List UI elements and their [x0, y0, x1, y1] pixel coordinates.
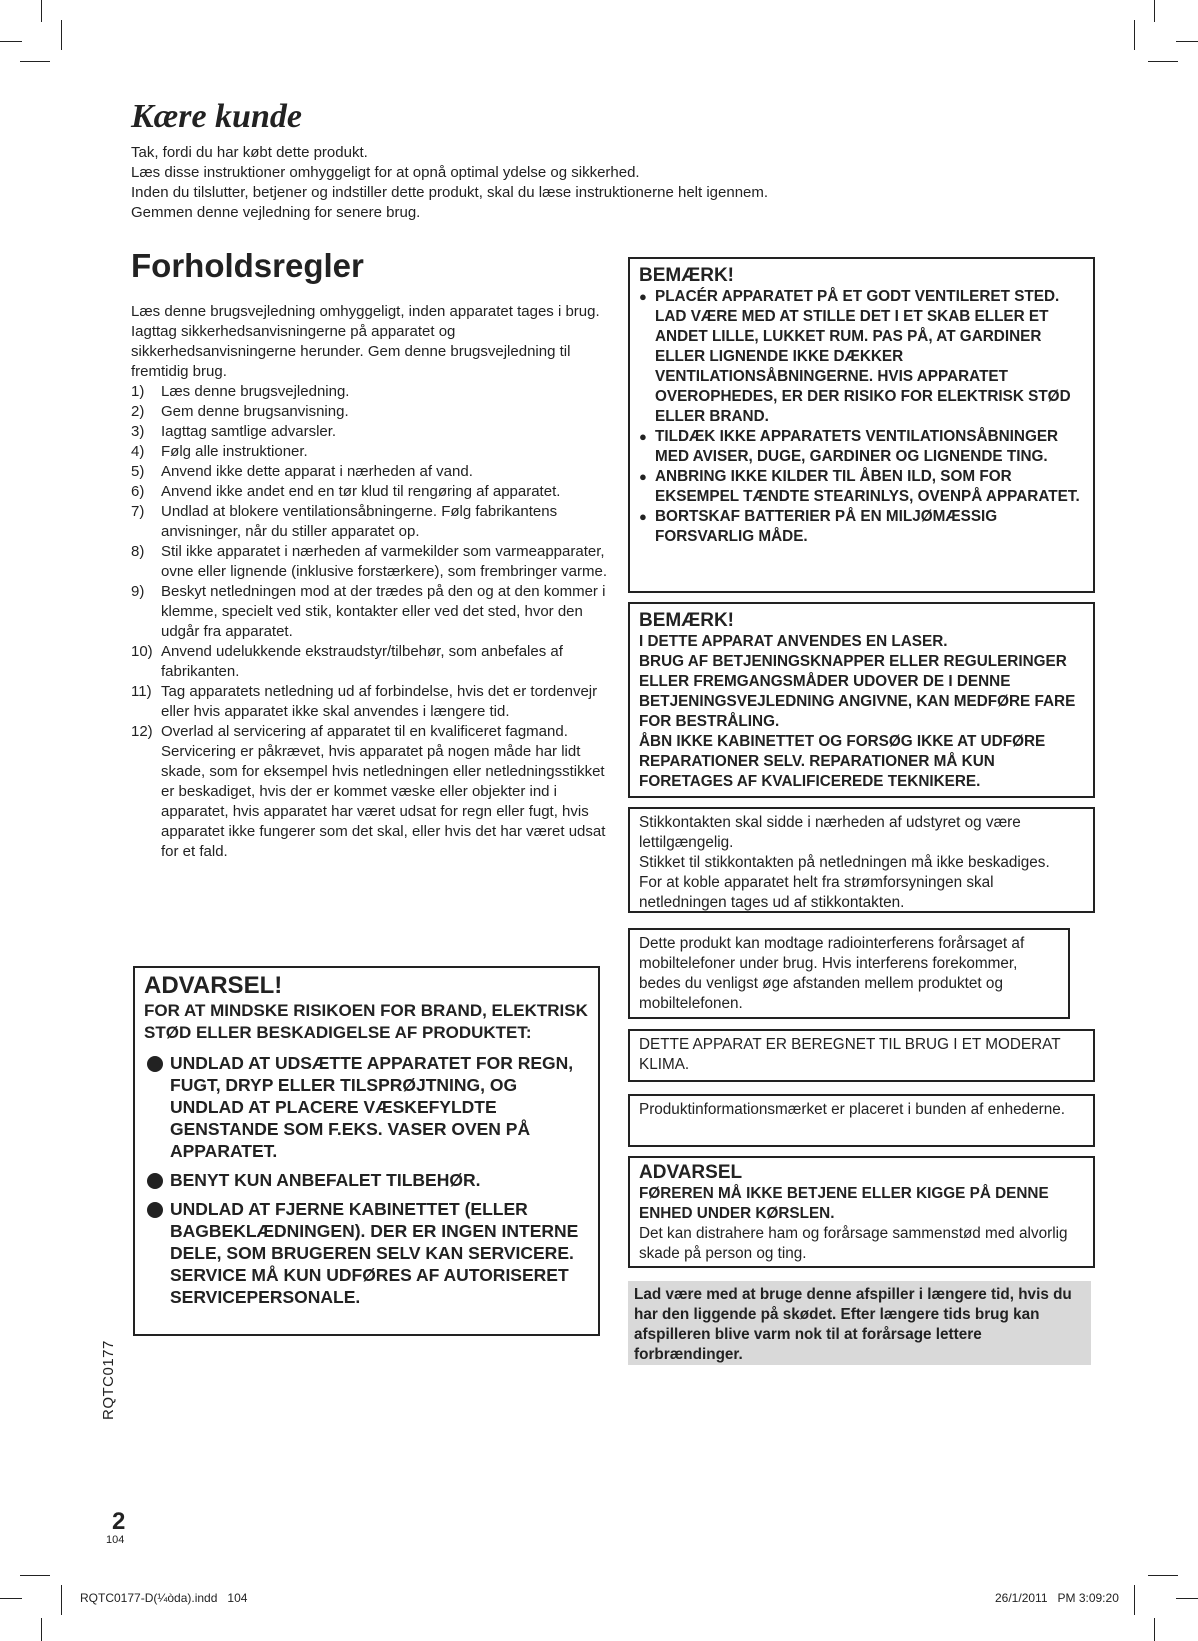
bullet-icon: ●: [639, 509, 647, 524]
bullet-icon: ●: [639, 289, 647, 304]
footer-filename: RQTC0177-D(¼òda).indd 104: [80, 1591, 248, 1605]
label-info-box: [628, 1094, 1095, 1147]
crop-mark-top-right-v2: [1134, 20, 1135, 50]
precautions-body: [131, 302, 609, 862]
precautions-intro: Læs denne brugsvejledning omhyggeligt, inden apparatet tages i brug. Iagttag sikkerhedsanvisningerne på apparatet og sikkerhedsanvisningerne herunder. Gem denne brugsvejledning til fremtidig brug.: [131, 303, 600, 380]
interference-text: Dette produkt kan modtage radiointerferens forårsaget af mobiltelefoner under brug. Hvis interferens forekommer, bedes du venligst øge afstanden mellem produktet og mobiltelefonen.: [639, 935, 1025, 1012]
socket-box: [628, 807, 1095, 913]
list-item-text: Anvend udelukkende ekstraudstyr/tilbehør, som anbefales af fabrikanten.: [161, 643, 563, 680]
crop-mark-bottom-right-h2: [1176, 1598, 1198, 1599]
list-item-text: Tag apparatets netledning ud af forbindelse, hvis det er tordenvejr eller hvis apparatet ikke skal anvendes i længere tid.: [161, 683, 598, 720]
crop-mark-top-left-v1: [41, 0, 42, 22]
list-item-number: 6): [131, 483, 145, 500]
list-item-text: Beskyt netledningen mod at der trædes på den og at den kommer i klemme, specielt ved stik, kontakter eller ved det sted, hvor den udgår fra apparatet.: [161, 583, 606, 640]
list-item-number: 8): [131, 543, 145, 560]
list-item: [131, 402, 609, 422]
page-number: 2: [112, 1508, 126, 1535]
list-item: [131, 442, 609, 462]
greeting-intro: [131, 143, 768, 223]
crop-mark-bottom-right-v2: [1154, 1618, 1155, 1641]
list-item: [144, 1198, 589, 1308]
list-item: [131, 542, 609, 582]
list-item-number: 2): [131, 403, 145, 420]
note-item-text: BORTSKAF BATTERIER PÅ EN MILJØMÆSSIG FORSVARLIG MÅDE.: [655, 508, 998, 545]
crop-mark-top-left-h1: [0, 41, 22, 42]
list-item: [131, 462, 609, 482]
crop-mark-top-right-h1: [1176, 41, 1198, 42]
list-item: [639, 467, 1084, 507]
driver-warning-bold: FØREREN MÅ IKKE BETJENE ELLER KIGGE PÅ DENNE ENHED UNDER KØRSLEN.: [639, 1185, 1049, 1222]
crop-mark-top-left-h2: [20, 61, 50, 62]
list-item: [131, 722, 609, 862]
list-item-text: Læs denne brugsvejledning.: [161, 383, 350, 400]
list-item-text: Overlad al servicering af apparatet til en kvalificeret fagmand. Servicering er påkrævet, hvis apparatet på nogen måde har lidt skade, som for eksempel hvis netledningen eller netledningsstikket er beskadiget, hvis der er kommet væske eller objekter ind i apparatet, hvis apparatet har været udsat for regn eller fugt, hvis apparatet ikke fungerer som det skal, eller hvis det har været udsat for et fald.: [161, 723, 606, 860]
note-box-ventilation: [628, 257, 1095, 593]
climate-text: DETTE APPARAT ER BEREGNET TIL BRUG I ET MODERAT KLIMA.: [639, 1036, 1061, 1073]
bullet-icon: [147, 1056, 163, 1072]
crop-mark-bottom-left-v2: [41, 1618, 42, 1641]
warning-title: ADVARSEL!: [144, 972, 283, 999]
list-item-number: 1): [131, 383, 145, 400]
note-text: I DETTE APPARAT ANVENDES EN LASER.: [639, 633, 948, 650]
lap-warning-text: Lad være med at bruge denne afspiller i længere tid, hvis du har den liggende på skødet. Efter længere tids brug kan afspilleren blive varm nok til at forårsage lettere forbrændinger.: [634, 1286, 1072, 1363]
label-info-text: Produktinformationsmærket er placeret i bunden af enhederne.: [639, 1101, 1066, 1118]
note-text: ÅBN IKKE KABINETTET OG FORSØG IKKE AT UDFØRE REPARATIONER SELV. REPARATIONER MÅ KUN FORETAGES AF KVALIFICEREDE TEKNIKERE.: [639, 733, 1046, 790]
socket-text: Stikket til stikkontakten på netledningen må ikke beskadiges.: [639, 854, 1050, 871]
list-item: [639, 287, 1084, 427]
page-subnumber: 104: [106, 1534, 125, 1546]
crop-mark-top-right-v1: [1154, 0, 1155, 22]
list-item: [639, 507, 1084, 547]
list-item: [131, 682, 609, 722]
list-item: [639, 427, 1084, 467]
list-item: [131, 582, 609, 642]
bullet-icon: ●: [639, 469, 647, 484]
note-title: BEMÆRK!: [639, 265, 734, 286]
precautions-list: [131, 382, 609, 862]
list-item-text: Stil ikke apparatet i nærheden af varmekilder som varmeapparater, ovne eller lignende (inklusive forstærkere), som frembringer varme.: [161, 543, 608, 580]
list-item-number: 11): [131, 683, 152, 700]
crop-mark-bottom-left-h2: [0, 1598, 22, 1599]
driver-warning-text: Det kan distrahere ham og forårsage sammenstød med alvorlig skade på person og ting.: [639, 1225, 1068, 1262]
lap-warning-box: [628, 1281, 1091, 1365]
warning-item-text: BENYT KUN ANBEFALET TILBEHØR.: [170, 1170, 481, 1190]
list-item-text: Gem denne brugsanvisning.: [161, 403, 349, 420]
greeting-title: Kære kunde: [131, 98, 302, 135]
interference-box: [628, 928, 1070, 1019]
list-item: [131, 382, 609, 402]
warning-item-text: UNDLAD AT FJERNE KABINETTET (ELLER BAGBEKLÆDNINGEN). DER ER INGEN INTERNE DELE, SOM BRUGEREN SELV KAN SERVICERE. SERVICE MÅ KUN UDFØRES AF AUTORISERET SERVICEPERSONALE.: [170, 1199, 579, 1307]
socket-text: For at koble apparatet helt fra strømforsyningen skal netledningen tages ud af stikkontakten.: [639, 874, 994, 911]
driver-warning-title: ADVARSEL: [639, 1162, 743, 1183]
list-item-text: Undlad at blokere ventilationsåbningerne. Følg fabrikantens anvisninger, når du stiller apparatet op.: [161, 503, 558, 540]
greeting-line: Tak, fordi du har købt dette produkt.: [131, 144, 368, 161]
list-item: [144, 1169, 589, 1191]
driver-warning-box: [628, 1156, 1095, 1268]
warning-box: [133, 966, 600, 1336]
list-item-number: 10): [131, 643, 153, 660]
list-item-number: 3): [131, 423, 145, 440]
warning-subtitle: FOR AT MINDSKE RISIKOEN FOR BRAND, ELEKTRISK STØD ELLER BESKADIGELSE AF PRODUKTET:: [144, 1001, 588, 1042]
list-item-number: 7): [131, 503, 145, 520]
climate-box: [628, 1029, 1095, 1082]
socket-text: Stikkontakten skal sidde i nærheden af udstyret og være lettilgængelig.: [639, 814, 1021, 851]
document-code: RQTC0177: [100, 1340, 117, 1420]
greeting-line: Gemmen denne vejledning for senere brug.: [131, 204, 421, 221]
note-item-text: TILDÆK IKKE APPARATETS VENTILATIONSÅBNINGER MED AVISER, DUGE, GARDINER OG LIGNENDE TING.: [655, 428, 1059, 465]
bullet-icon: [147, 1202, 163, 1218]
list-item: [131, 482, 609, 502]
note-list: [639, 287, 1084, 547]
list-item-number: 4): [131, 443, 145, 460]
list-item: [144, 1052, 589, 1162]
greeting-line: Inden du tilslutter, betjener og indstiller dette produkt, skal du læse instruktionerne helt igennem.: [131, 184, 769, 201]
warning-list: [144, 1052, 589, 1308]
footer-timestamp: 26/1/2011 PM 3:09:20: [995, 1591, 1119, 1605]
bullet-icon: [147, 1173, 163, 1189]
note-item-text: ANBRING IKKE KILDER TIL ÅBEN ILD, SOM FOR EKSEMPEL TÆNDTE STEARINLYS, OVENPÅ APPARATET.: [655, 468, 1080, 505]
list-item: [131, 422, 609, 442]
crop-mark-top-right-h2: [1148, 61, 1178, 62]
list-item-text: Følg alle instruktioner.: [161, 443, 308, 460]
note-text: BRUG AF BETJENINGSKNAPPER ELLER REGULERINGER ELLER FREMGANGSMÅDER UDOVER DE I DENNE BETJENINGSVEJLEDNING ANGIVNE, KAN MEDFØRE FARE FOR BESTRÅLING.: [639, 653, 1076, 730]
list-item-text: Anvend ikke andet end en tør klud til rengøring af apparatet.: [161, 483, 561, 500]
precautions-title: Forholdsregler: [131, 247, 364, 284]
bullet-icon: ●: [639, 429, 647, 444]
list-item: [131, 642, 609, 682]
note-box-laser: [628, 602, 1095, 798]
list-item-number: 5): [131, 463, 145, 480]
list-item-text: Iagttag samtlige advarsler.: [161, 423, 337, 440]
greeting-line: Læs disse instruktioner omhyggeligt for at opnå optimal ydelse og sikkerhed.: [131, 164, 640, 181]
note-item-text: PLACÉR APPARATET PÅ ET GODT VENTILERET STED. LAD VÆRE MED AT STILLE DET I ET SKAB ELLER ET ANDET LILLE, LUKKET RUM. PAS PÅ, AT GARDINER ELLER LIGNENDE IKKE DÆKKER VENTILATIONSÅBNINGERNE. HVIS APPARATET OVEROPHEDES, ER DER RISIKO FOR ELEKTRISK STØD ELLER BRAND.: [655, 288, 1071, 425]
list-item-text: Anvend ikke dette apparat i nærheden af vand.: [161, 463, 473, 480]
crop-mark-bottom-left-v1: [61, 1585, 62, 1615]
list-item-number: 9): [131, 583, 145, 600]
crop-mark-bottom-left-h1: [20, 1575, 50, 1576]
list-item-number: 12): [131, 723, 153, 740]
crop-mark-top-left-v2: [61, 20, 62, 50]
list-item: [131, 502, 609, 542]
warning-item-text: UNDLAD AT UDSÆTTE APPARATET FOR REGN, FUGT, DRYP ELLER TILSPRØJTNING, OG UNDLAD AT PLACERE VÆSKEFYLDTE GENSTANDE SOM F.EKS. VASER OVEN PÅ APPARATET.: [170, 1053, 574, 1161]
crop-mark-bottom-right-h1: [1148, 1575, 1178, 1576]
crop-mark-bottom-right-v1: [1134, 1585, 1135, 1615]
note-title: BEMÆRK!: [639, 610, 734, 631]
